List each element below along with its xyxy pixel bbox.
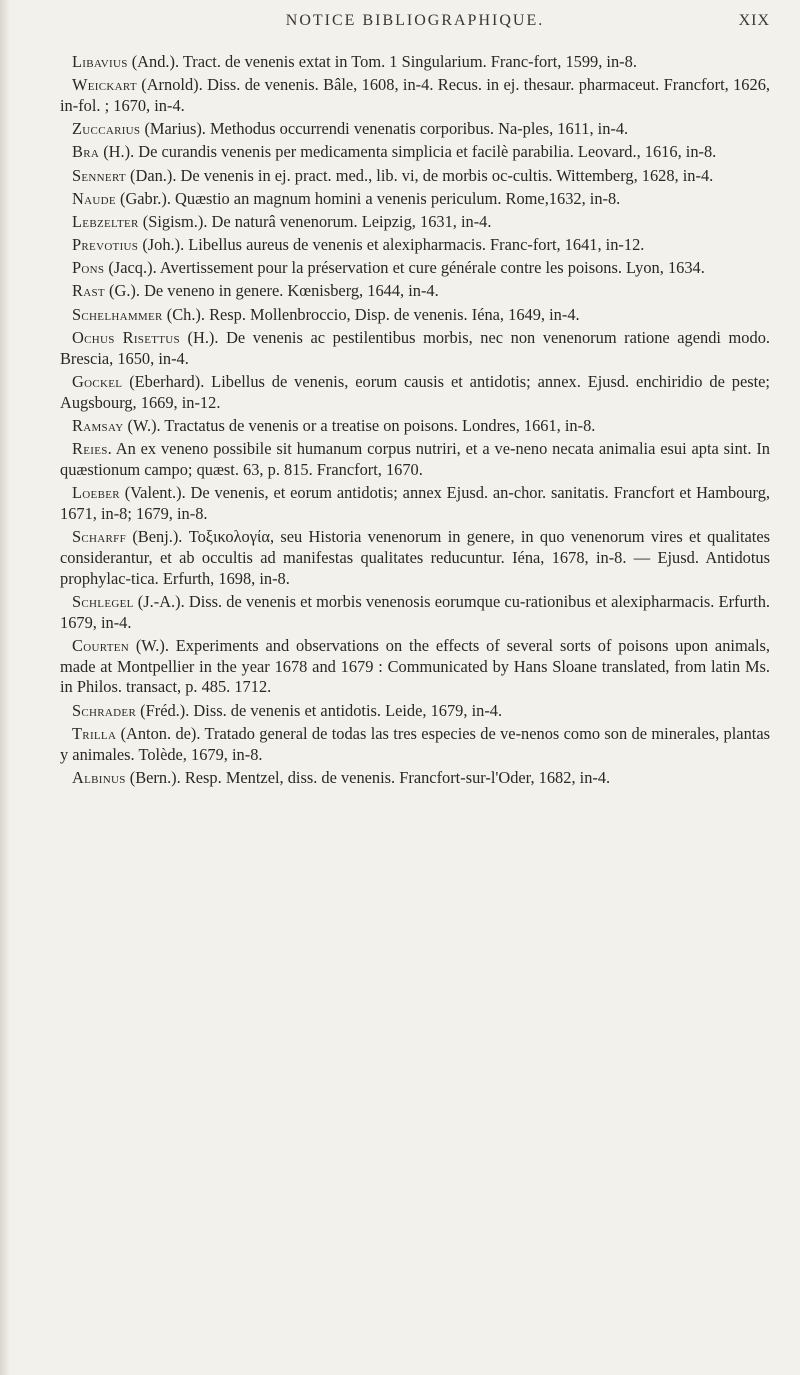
bibliography-entry — [60, 416, 770, 437]
entry-author: Rast — [72, 281, 105, 301]
bibliography-entry — [60, 258, 770, 279]
entry-author: Schlegel — [72, 591, 134, 611]
entry-text: (Ch.). Resp. Mollenbroccio, Disp. de venenis. Iéna, 1649, in-4. — [162, 304, 580, 324]
bibliography-entry — [60, 701, 770, 722]
entry-author: Courten — [72, 635, 129, 655]
entry-author: Trilla — [72, 723, 117, 743]
bibliography-entry — [60, 281, 770, 302]
bibliography-entry — [60, 636, 770, 698]
entry-text: (Joh.). Libellus aureus de venenis et alexipharmacis. Franc-fort, 1641, in-12. — [138, 235, 645, 255]
bibliography-entry — [60, 119, 770, 140]
bibliography-entry — [60, 212, 770, 233]
entry-author: Lebzelter — [72, 211, 139, 231]
entry-text: (Sigism.). De naturâ venenorum. Leipzig, 1631, in-4. — [138, 211, 492, 231]
entry-author: Loeber — [72, 483, 120, 502]
entry-text: (Anton. de). Tratado general de todas las tres especies de ve-nenos como son de minerales, plantas y animales. Tolède, 1679, in-8. — [60, 723, 770, 764]
entry-text: (Eberhard). Libellus de venenis, eorum causis et antidotis; annex. Ejusd. enchiridio de peste; Augsbourg, 1669, in-12. — [60, 371, 770, 412]
bibliography-entry — [60, 372, 770, 414]
entry-text: (Bern.). Resp. Mentzel, diss. de venenis. Francfort-sur-l'Oder, 1682, in-4. — [125, 767, 611, 787]
bibliography-entry — [60, 328, 770, 370]
entry-text: (W.). Experiments and observations on the effects of several sorts of poisons upon animals, made at Montpellier in the year 1678 and 1679 : Communicated by Hans Sloane translated, from latin Ms. in Philos. transact, p. 485. 1712. — [60, 635, 770, 697]
entry-author: Reies — [72, 439, 108, 459]
entry-author: Zuccarius — [72, 119, 141, 139]
bibliography-entry — [60, 235, 770, 256]
entry-author: Ramsay — [72, 415, 124, 435]
entry-text: (W.). Tractatus de venenis or a treatise on poisons. Londres, 1661, in-8. — [123, 415, 596, 435]
entry-author: Scharff — [72, 526, 127, 546]
bibliography-entry — [60, 75, 770, 117]
entry-text: (Dan.). De venenis in ej. pract. med., lib. vi, de morbis oc-cultis. Wittemberg, 1628, in-4. — [125, 165, 714, 185]
entry-text: (Arnold). Diss. de venenis. Bâle, 1608, in-4. Recus. in ej. thesaur. pharmaceut. Francfort, 1626, in-fol. ; 1670, in-4. — [60, 75, 770, 115]
page-header — [60, 8, 770, 38]
bibliography-entry — [60, 724, 770, 766]
entry-author: Naude — [72, 188, 116, 208]
bibliography-list — [60, 52, 770, 791]
entry-text: (Marius). Methodus occurrendi venenatis corporibus. Na-ples, 1611, in-4. — [140, 119, 629, 139]
entry-author: Ochus Risettus — [72, 327, 180, 347]
bibliography-entry — [60, 166, 770, 187]
bibliography-entry — [60, 592, 770, 634]
entry-text: (Fréd.). Diss. de venenis et antidotis. Leide, 1679, in-4. — [136, 700, 503, 720]
bibliography-entry — [60, 527, 770, 589]
entry-author: Bra — [72, 142, 100, 162]
entry-author: Albinus — [72, 767, 126, 787]
entry-author: Schrader — [72, 700, 137, 720]
page-number: XIX — [738, 12, 770, 29]
entry-text: (Benj.). Τοξικολογία, seu Historia venenorum in genere, in quo venenorum vires et qualitates considerantur, et ab occultis ad manifestas qualitates reducuntur. Iéna, 1678, in-8. — Ejusd. Antidotus prophylac-tica. Erfurth, 1698, in-8. — [60, 526, 770, 588]
entry-text: (Gabr.). Quæstio an magnum homini a venenis periculum. Rome,1632, in-8. — [115, 188, 621, 208]
entry-text: . An ex veneno possibile sit humanum corpus nutriri, et a ve-neno necata animalia esui apta sint. In quæstionum campo; quæst. 63, p. 815. Francfort, 1670. — [60, 439, 770, 479]
entry-text: (G.). De veneno in genere. Kœnisberg, 1644, in-4. — [104, 281, 439, 301]
entry-text: (H.). De curandis venenis per medicamenta simplicia et facilè parabilia. Leovard., 1616, in-8. — [99, 142, 717, 162]
bibliography-entry — [60, 305, 770, 326]
bibliography-entry — [60, 439, 770, 481]
entry-author: Schelhammer — [72, 304, 163, 324]
entry-author: Libavius — [72, 52, 128, 71]
entry-author: Sennert — [72, 165, 126, 185]
bibliography-entry — [60, 768, 770, 789]
bibliography-entry — [60, 483, 770, 525]
binding-shadow — [0, 0, 10, 1375]
entry-author: Gockel — [72, 371, 123, 391]
entry-text: (J.-A.). Diss. de venenis et morbis venenosis eorumque cu-rationibus et alexipharmacis. Erfurth. 1679, in-4. — [60, 591, 770, 632]
entry-text: (Valent.). De venenis, et eorum antidotis; annex Ejusd. an-chor. sanitatis. Francfort et Hambourg, 1671, in-8; 1679, in-8. — [60, 483, 770, 523]
bibliography-entry — [60, 189, 770, 210]
bibliography-entry — [60, 142, 770, 163]
bibliography-entry — [60, 52, 770, 73]
entry-author: Prevotius — [72, 235, 139, 255]
entry-text: (And.). Tract. de venenis extat in Tom. 1 Singularium. Franc-fort, 1599, in-8. — [127, 52, 637, 71]
entry-text: (H.). De venenis ac pestilentibus morbis, nec non venenorum ratione agendi modo. Brescia, 1650, in-4. — [60, 327, 770, 368]
entry-author: Pons — [72, 258, 105, 278]
running-title: NOTICE BIBLIOGRAPHIQUE. — [285, 12, 545, 29]
entry-text: (Jacq.). Avertissement pour la préservation et cure générale contre les poisons. Lyon, 1634. — [104, 258, 705, 278]
entry-author: Weickart — [72, 75, 137, 95]
